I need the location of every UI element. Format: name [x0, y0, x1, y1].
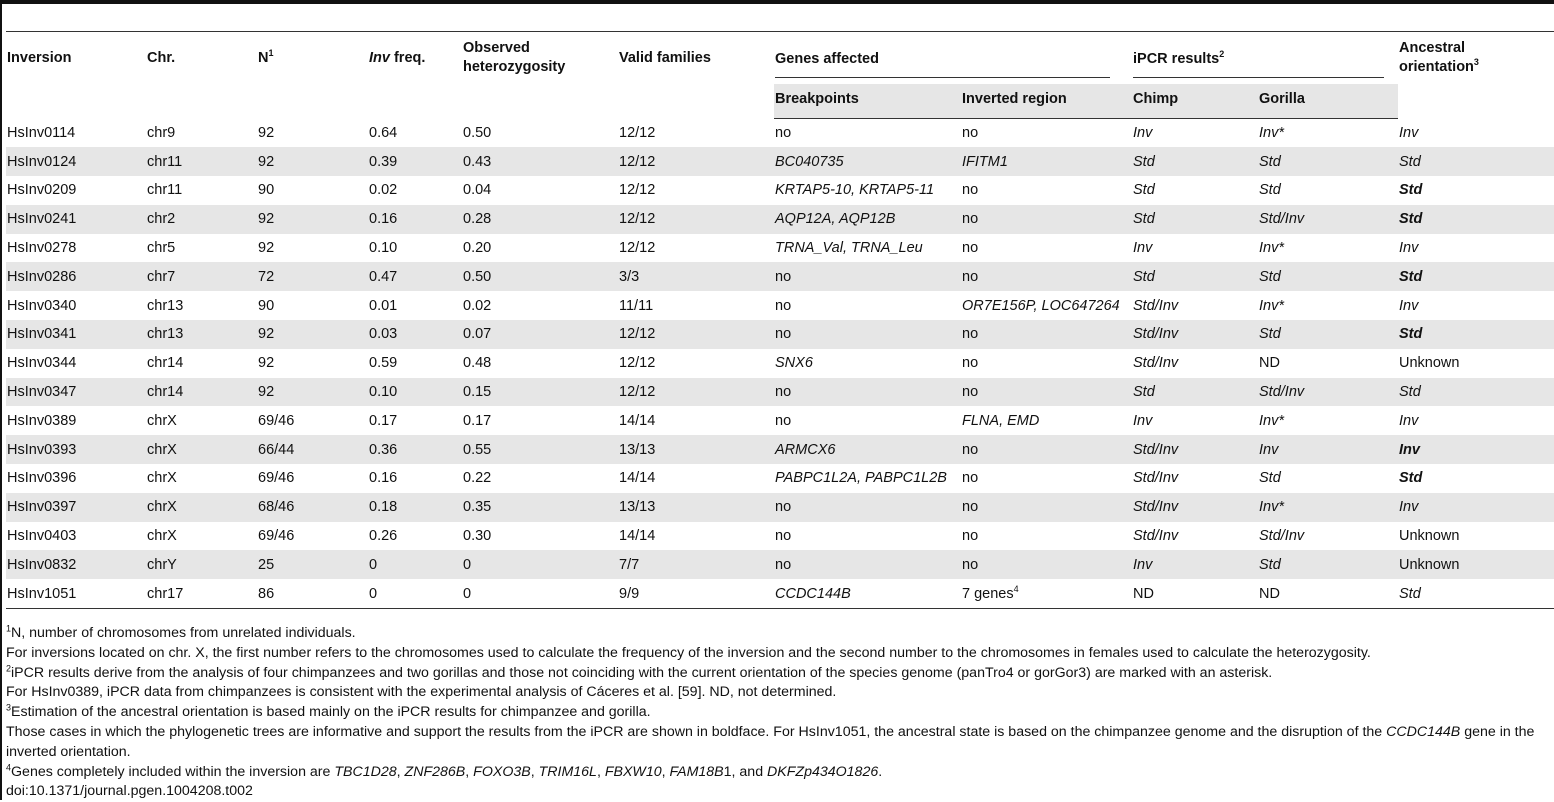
cell-valid-families: 12/12	[618, 320, 774, 349]
cell-gorilla: Std	[1258, 262, 1398, 291]
header-observed-heterozygosity: Observed heterozygosity	[463, 40, 566, 75]
cell-gorilla: Std/Inv	[1258, 205, 1398, 234]
cell-inverted-region: FLNA, EMD	[962, 412, 1040, 429]
cell-inverted-region: no	[961, 262, 1132, 291]
header-inverted-region: Inverted region	[961, 84, 1132, 118]
cell-inv-freq: 0.18	[368, 493, 462, 522]
cell-inverted-region: no	[961, 493, 1132, 522]
header-chr: Chr.	[147, 49, 176, 66]
cell-heterozygosity: 0.43	[462, 147, 618, 176]
table-row	[6, 176, 1554, 205]
cell-chr: chrX	[147, 412, 177, 429]
table-row	[6, 234, 1554, 263]
cell-breakpoints: BC040735	[774, 147, 961, 176]
cell-chr: chr11	[147, 182, 183, 199]
cell-chr: chr14	[147, 355, 184, 372]
cell-inverted-region: no	[961, 435, 1132, 464]
cell-chr: chr11	[146, 147, 257, 176]
cell-gorilla: Inv*	[1259, 240, 1284, 257]
cell-inverted-region: OR7E156P, LOC647264	[962, 297, 1120, 314]
table-container	[6, 31, 1554, 609]
cell-heterozygosity: 0	[462, 550, 618, 579]
cell-n: 92	[258, 124, 275, 141]
cell-ancestral: Std	[1398, 320, 1554, 349]
cell-ancestral: Std	[1398, 378, 1554, 407]
cell-valid-families: 12/12	[619, 182, 656, 199]
cell-inversion: HsInv0344	[7, 355, 77, 372]
cell-inversion: HsInv0114	[7, 124, 76, 141]
cell-n: 69/46	[258, 470, 295, 487]
cell-inverted-region: no	[961, 320, 1132, 349]
cell-n: 68/46	[257, 493, 368, 522]
header-row-main	[6, 32, 1554, 85]
cell-chr: chrX	[147, 470, 177, 487]
cell-heterozygosity: 0.17	[463, 412, 492, 429]
cell-gorilla: Inv*	[1259, 297, 1284, 314]
cell-chimp: Inv	[1132, 550, 1258, 579]
header-valid-families: Valid families	[619, 49, 711, 66]
cell-heterozygosity: 0.28	[462, 205, 618, 234]
cell-chimp: Std	[1132, 262, 1258, 291]
cell-heterozygosity: 0.22	[463, 470, 492, 487]
cell-heterozygosity: 0.55	[462, 435, 618, 464]
cell-heterozygosity: 0.48	[463, 355, 492, 372]
cell-ancestral: Inv	[1399, 412, 1419, 429]
cell-inverted-region: no	[962, 240, 979, 257]
cell-gorilla: Std	[1259, 182, 1281, 199]
footnote-1-extra: For inversions located on chr. X, the first number refers to the chromosomes used to calculate the frequency of the inversion and the second number to the chromosomes in females used to calculate the heterozygosity.	[6, 644, 1371, 661]
table-row	[6, 579, 1554, 608]
cell-breakpoints: no	[774, 378, 961, 407]
cell-ancestral: Inv	[1399, 240, 1419, 257]
cell-inverted-region: no	[961, 378, 1132, 407]
cell-gorilla: Inv*	[1259, 412, 1284, 429]
cell-gorilla: ND	[1258, 579, 1398, 608]
cell-heterozygosity: 0.02	[463, 297, 492, 314]
cell-valid-families: 12/12	[619, 355, 656, 372]
cell-chr: chr17	[146, 579, 257, 608]
cell-gorilla: Std	[1259, 470, 1281, 487]
cell-heterozygosity: 0.30	[463, 528, 492, 545]
cell-chr: chr13	[146, 320, 257, 349]
cell-inv-freq: 0.16	[369, 470, 398, 487]
cell-chr: chr9	[147, 124, 176, 141]
cell-ancestral: Std	[1399, 470, 1423, 487]
cell-n: 92	[257, 320, 368, 349]
cell-inverted-region: no	[962, 182, 979, 199]
table-row	[6, 320, 1554, 349]
cell-ancestral: Std	[1398, 147, 1554, 176]
footnote-1: $^1$N, number of chromosomes from unrelated individuals.	[6, 623, 356, 641]
cell-ancestral: Unknown	[1399, 528, 1460, 545]
cell-inversion: HsInv0209	[7, 182, 77, 199]
cell-inversion: HsInv0347	[6, 378, 146, 407]
footnote-4: $^4$Genes completely included within the inversion are TBC1D28, ZNF286B, FOXO3B, TRIM16L, FBXW10, FAM18B1, and DKFZp434O1826.	[6, 761, 883, 780]
cell-chimp: Std	[1132, 378, 1258, 407]
table-row	[6, 522, 1554, 551]
header-chimp: Chimp	[1132, 84, 1258, 118]
cell-n: 92	[257, 378, 368, 407]
cell-chimp: Std/Inv	[1133, 528, 1179, 545]
cell-inverted-region: 7 genes$^4$	[961, 579, 1132, 608]
cell-inv-freq: 0	[368, 579, 462, 608]
cell-inv-freq: 0.10	[368, 378, 462, 407]
cell-valid-families: 11/11	[619, 297, 654, 314]
cell-n: 92	[257, 147, 368, 176]
cell-valid-families: 13/13	[618, 493, 774, 522]
cell-heterozygosity: 0.04	[463, 182, 492, 199]
cell-gorilla: Std/Inv	[1258, 378, 1398, 407]
cell-chimp: Std	[1132, 147, 1258, 176]
cell-breakpoints: no	[775, 528, 792, 545]
cell-heterozygosity: 0.50	[462, 262, 618, 291]
header-n: $N^1$	[258, 47, 274, 66]
table-row	[6, 378, 1554, 407]
cell-valid-families: 12/12	[619, 240, 656, 257]
cell-inv-freq: 0.26	[369, 528, 398, 545]
cell-ancestral: Inv	[1398, 435, 1554, 464]
cell-breakpoints: SNX6	[775, 355, 813, 372]
table-row	[6, 205, 1554, 234]
cell-n: 86	[257, 579, 368, 608]
cell-chimp: Std/Inv	[1133, 355, 1179, 372]
cell-inverted-region: no	[962, 124, 979, 141]
cell-ancestral: Inv	[1399, 124, 1419, 141]
header-gorilla: Gorilla	[1258, 84, 1398, 118]
table-row	[6, 262, 1554, 291]
cell-inv-freq: 0.03	[368, 320, 462, 349]
cell-inversion: HsInv0389	[7, 412, 77, 429]
cell-chr: chr5	[147, 240, 176, 257]
cell-heterozygosity: 0.35	[462, 493, 618, 522]
cell-chr: chrX	[146, 493, 257, 522]
cell-n: 90	[258, 182, 275, 199]
cell-breakpoints: AQP12A, AQP12B	[774, 205, 961, 234]
cell-valid-families: 14/14	[619, 528, 656, 545]
cell-chr: chr13	[147, 297, 184, 314]
footnote-3-extra: Those cases in which the phylogenetic trees are informative and support the results from the iPCR are shown in boldface. For HsInv1051, the ancestral state is based on the chimpanzee genome and the disruption of the CCDC144B gene in the inverted orientation.	[6, 723, 1535, 760]
page-left-border	[0, 0, 2, 800]
cell-valid-families: 13/13	[618, 435, 774, 464]
cell-inversion: HsInv0403	[7, 528, 77, 545]
cell-inv-freq: 0.17	[369, 412, 398, 429]
cell-breakpoints: CCDC144B	[774, 579, 961, 608]
table-row	[6, 464, 1554, 493]
cell-inversion: HsInv0241	[6, 205, 146, 234]
cell-inverted-region: no	[962, 470, 979, 487]
table-row	[6, 291, 1554, 320]
table-row	[6, 550, 1554, 579]
cell-chr: chr7	[146, 262, 257, 291]
cell-ancestral: Std	[1398, 579, 1554, 608]
cell-n: 69/46	[258, 412, 295, 429]
cell-chimp: Std/Inv	[1132, 435, 1258, 464]
cell-chimp: Std	[1132, 205, 1258, 234]
cell-ancestral: Std	[1399, 182, 1423, 199]
cell-inversion: HsInv0832	[6, 550, 146, 579]
cell-inv-freq: 0.59	[369, 355, 398, 372]
cell-inv-freq: 0	[368, 550, 462, 579]
cell-chr: chrY	[146, 550, 257, 579]
cell-inverted-region: no	[961, 205, 1132, 234]
cell-breakpoints: no	[775, 297, 792, 314]
cell-breakpoints: no	[774, 493, 961, 522]
cell-n: 66/44	[257, 435, 368, 464]
cell-chimp: Std/Inv	[1132, 320, 1258, 349]
cell-gorilla: Inv	[1258, 435, 1398, 464]
cell-breakpoints: no	[775, 412, 792, 429]
page-top-border	[0, 0, 1554, 4]
cell-n: 72	[257, 262, 368, 291]
cell-chr: chr14	[146, 378, 257, 407]
cell-breakpoints: PABPC1L2A, PABPC1L2B	[775, 470, 947, 487]
table-row	[6, 435, 1554, 464]
cell-ancestral: Unknown	[1399, 355, 1460, 372]
cell-inversion: HsInv0340	[7, 297, 77, 314]
cell-valid-families: 12/12	[619, 124, 656, 141]
cell-inverted-region: no	[962, 528, 979, 545]
cell-chimp: Inv	[1133, 240, 1153, 257]
cell-valid-families: 12/12	[618, 205, 774, 234]
header-breakpoints: Breakpoints	[774, 84, 961, 118]
cell-valid-families: 3/3	[618, 262, 774, 291]
cell-n: 92	[258, 355, 275, 372]
cell-ancestral: Unknown	[1398, 550, 1554, 579]
cell-ancestral: Std	[1398, 262, 1554, 291]
cell-breakpoints: ARMCX6	[774, 435, 961, 464]
cell-inv-freq: 0.01	[369, 297, 398, 314]
cell-inverted-region: no	[962, 355, 979, 372]
cell-chimp: Std/Inv	[1133, 297, 1179, 314]
table-row	[6, 349, 1554, 378]
header-inv-freq: Inv freq.	[369, 49, 426, 66]
cell-valid-families: 12/12	[618, 378, 774, 407]
footnote-2-extra: For HsInv0389, iPCR data from chimpanzees is consistent with the experimental analysis of Cáceres et al. [59]. ND, not determined.	[6, 684, 837, 701]
cell-chr: chrX	[147, 528, 177, 545]
footnote-3: $^3$Estimation of the ancestral orientation is based mainly on the iPCR results for chimpanzee and gorilla.	[6, 702, 651, 721]
cell-chr: chr2	[146, 205, 257, 234]
cell-heterozygosity: 0.50	[463, 124, 492, 141]
table-row	[6, 493, 1554, 522]
cell-chimp: Std/Inv	[1132, 493, 1258, 522]
cell-n: 92	[257, 205, 368, 234]
cell-heterozygosity: 0	[462, 579, 618, 608]
cell-n: 69/46	[258, 528, 295, 545]
cell-breakpoints: no	[775, 124, 792, 141]
cell-inv-freq: 0.10	[369, 240, 398, 257]
cell-breakpoints: no	[774, 550, 961, 579]
cell-gorilla: Inv*	[1259, 124, 1284, 141]
cell-inversion: HsInv0124	[6, 147, 146, 176]
cell-inversion: HsInv0397	[6, 493, 146, 522]
cell-valid-families: 14/14	[619, 470, 656, 487]
cell-chr: chrX	[146, 435, 257, 464]
cell-inv-freq: 0.16	[368, 205, 462, 234]
inversions-table	[6, 31, 1554, 609]
cell-ancestral: Inv	[1399, 297, 1419, 314]
cell-n: 25	[257, 550, 368, 579]
cell-n: 92	[258, 240, 275, 257]
cell-gorilla: Std	[1258, 147, 1398, 176]
cell-valid-families: 9/9	[618, 579, 774, 608]
cell-inv-freq: 0.64	[369, 124, 398, 141]
cell-inverted-region: IFITM1	[961, 147, 1132, 176]
cell-breakpoints: TRNA_Val, TRNA_Leu	[775, 240, 923, 257]
cell-inv-freq: 0.36	[368, 435, 462, 464]
cell-breakpoints: no	[774, 320, 961, 349]
cell-gorilla: ND	[1259, 355, 1280, 372]
cell-inversion: HsInv0341	[6, 320, 146, 349]
cell-inversion: HsInv0278	[7, 240, 77, 257]
cell-gorilla: Inv*	[1258, 493, 1398, 522]
table-footnotes	[6, 624, 1554, 802]
cell-gorilla: Std/Inv	[1259, 528, 1305, 545]
header-genes-affected: Genes affected	[774, 32, 1132, 85]
cell-inversion: HsInv0286	[6, 262, 146, 291]
cell-chimp: Std/Inv	[1133, 470, 1179, 487]
cell-chimp: Std	[1133, 182, 1155, 199]
cell-heterozygosity: 0.07	[462, 320, 618, 349]
cell-gorilla: Std	[1258, 320, 1398, 349]
doi-line: doi:10.1371/journal.pgen.1004208.t002	[6, 783, 253, 800]
cell-ancestral: Inv	[1398, 493, 1554, 522]
cell-n: 90	[258, 297, 275, 314]
cell-inv-freq: 0.02	[369, 182, 398, 199]
cell-valid-families: 12/12	[618, 147, 774, 176]
cell-breakpoints: no	[774, 262, 961, 291]
cell-valid-families: 14/14	[619, 412, 656, 429]
cell-inversion: HsInv1051	[6, 579, 146, 608]
cell-ancestral: Std	[1398, 205, 1554, 234]
table-body	[6, 118, 1554, 609]
cell-inverted-region: no	[961, 550, 1132, 579]
cell-chimp: ND	[1132, 579, 1258, 608]
footnote-2: $^2$iPCR results derive from the analysis of four chimpanzees and two gorillas and those not coinciding with the current orientation of the species genome (panTro4 or gorGor3) are marked with an asterisk.	[6, 662, 1273, 681]
cell-inversion: HsInv0396	[7, 470, 77, 487]
header-ipcr-results: iPCR results$^2$	[1132, 32, 1398, 85]
cell-breakpoints: KRTAP5-10, KRTAP5-11	[775, 182, 935, 199]
table-row	[6, 406, 1554, 435]
header-inversion: Inversion	[7, 49, 72, 66]
cell-heterozygosity: 0.15	[462, 378, 618, 407]
cell-chimp: Inv	[1133, 412, 1153, 429]
cell-inversion: HsInv0393	[6, 435, 146, 464]
cell-inv-freq: 0.47	[368, 262, 462, 291]
cell-valid-families: 7/7	[618, 550, 774, 579]
table-row	[6, 118, 1554, 147]
cell-gorilla: Std	[1258, 550, 1398, 579]
cell-inv-freq: 0.39	[368, 147, 462, 176]
table-row	[6, 147, 1554, 176]
header-ancestral-orientation: Ancestral orientation$^3$	[1399, 40, 1479, 75]
cell-chimp: Inv	[1133, 124, 1153, 141]
cell-heterozygosity: 0.20	[463, 240, 492, 257]
